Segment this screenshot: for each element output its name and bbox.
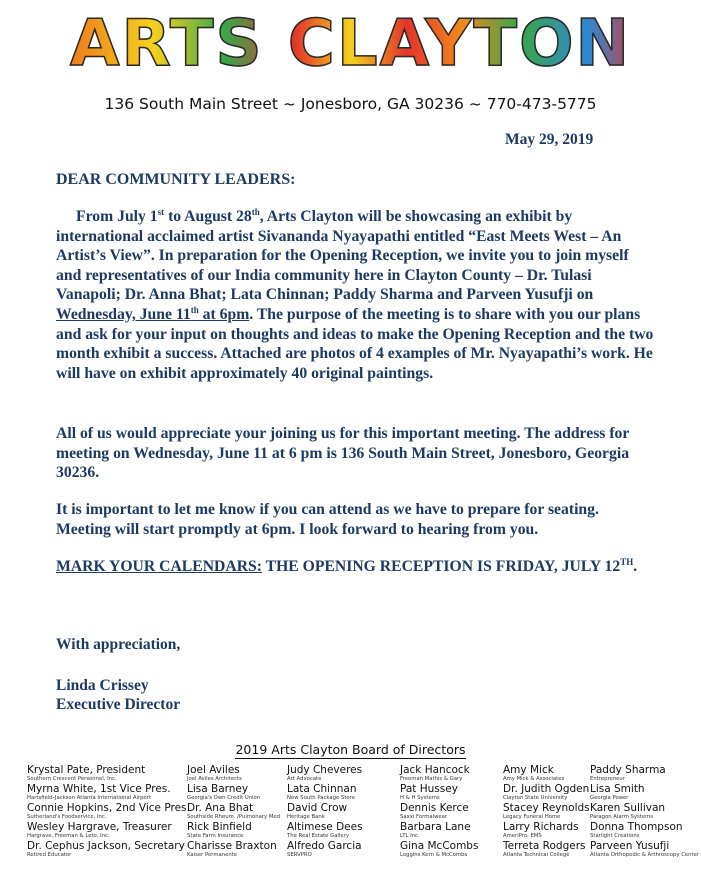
logo-text: ARTS CLAYTON xyxy=(0,8,701,80)
board-member: Larry Richards AmeriPro, EMS xyxy=(503,821,579,839)
board-member: Judy Cheveres Art Advocate xyxy=(287,764,363,782)
board-member: Barbara Lane LTL Inc. xyxy=(400,821,471,839)
board-member: Wesley Hargrave, Treasurer Hargrave, Freeman & Leto, Inc. xyxy=(27,821,172,839)
board-member: Amy Mick Amy Mick & Associates xyxy=(503,764,565,782)
mark-calendars-label: MARK YOUR CALENDARS: xyxy=(56,558,262,575)
organization-address: 136 South Main Street ~ Jonesboro, GA 30236 ~ 770-473-5775 xyxy=(104,95,597,113)
board-member: Connie Hopkins, 2nd Vice Pres. Sutherland's Foodservice, Inc. xyxy=(27,802,190,820)
board-title: 2019 Arts Clayton Board of Directors xyxy=(235,742,466,757)
board-member: Dr. Ana Bhat Southside Rheum. /Pulmonary Med xyxy=(187,802,281,820)
board-member: Stacey Reynolds Legacy Funeral Home xyxy=(503,802,590,820)
board-member: Dennis Kerce Saxxi Formalwear xyxy=(400,802,469,820)
board-member: Lata Chinnan New South Package Store xyxy=(287,783,357,801)
paragraph-2: All of us would appreciate your joining us for this important meeting. The address for meeting on Wednesday, June 11 at 6 pm is 136 South Main Street, Jonesboro, Georgia 30236. xyxy=(56,425,630,482)
letter-date: May 29, 2019 xyxy=(505,131,594,148)
paragraph-1: From July 1st to August 28th, Arts Clayton will be showcasing an exhibit by international acclaimed artist Sivananda Nyayapathi entitled “East Meets West – An Artist’s View”. In preparation for the Opening Reception, we invite you to join myself and representatives of our India community here in Clayton County – Dr. Tulasi Vanapoli; Dr. Anna Bhat; Lata Chinnan; Paddy Sharma and Parveen Yusufji on Wednesday, June 11th at 6pm. The purpose of the meeting is to share with you our plans and ask for your input on thoughts and ideas to make the Opening Reception and the two month exhibit a success. Attached are photos of 4 examples of Mr. Nyayapathi’s work. He will have on exhibit approximately 40 original paintings. xyxy=(56,206,654,382)
board-member: Krystal Pate, President Southern Crescent Personnel, Inc. xyxy=(27,764,146,782)
board-member: Charisse Braxton Kaiser Permanente xyxy=(187,840,277,858)
board-member: Dr. Cephus Jackson, Secretary Retired Educator xyxy=(27,840,185,858)
board-member: Altimese Dees The Real Estate Gallery xyxy=(287,821,363,839)
board-of-directors xyxy=(0,764,701,869)
closing: With appreciation, xyxy=(56,636,181,653)
board-member: David Crow Heritage Bank xyxy=(287,802,348,820)
board-member: Paddy Sharma Entrepreneur xyxy=(590,764,666,782)
board-member: Terreta Rodgers Atlanta Technical College xyxy=(503,840,586,858)
board-member: Gina McCombs Loggins Kern & McCombs xyxy=(400,840,479,858)
board-member: Lisa Barney Georgia's Own Credit Union xyxy=(187,783,261,801)
board-column-4 xyxy=(400,764,478,859)
signature-title: Executive Director xyxy=(56,696,181,713)
board-member: Karen Sullivan Paragon Alarm Systems xyxy=(590,802,666,820)
board-member: Dr. Judith Ogden Clayton State University xyxy=(503,783,590,801)
signature-name: Linda Crissey xyxy=(56,677,149,694)
board-member: Myrna White, 1st Vice Pres. Hartsfield-Jackson Atlanta International Airport xyxy=(27,783,171,801)
salutation: DEAR COMMUNITY LEADERS: xyxy=(56,171,296,188)
meeting-date-emphasis: Wednesday, June 11th at 6pm xyxy=(56,304,250,323)
arts-clayton-logo xyxy=(0,0,701,92)
board-member: Donna Thompson Starlight Creations xyxy=(590,821,683,839)
board-member: Lisa Smith Georgia Power xyxy=(590,783,645,801)
board-column-6 xyxy=(590,764,699,859)
board-member: Parveen Yusufji Atlanta Orthopedic & Arthroscopy Center xyxy=(590,840,700,858)
paragraph-4-calendar-notice: MARK YOUR CALENDARS: THE OPENING RECEPTION IS FRIDAY, JULY 12TH. xyxy=(56,556,638,575)
board-column-2 xyxy=(187,764,280,859)
paragraph-3: It is important to let me know if you can attend as we have to prepare for seating. Meeting will start promptly at 6pm. I look forward to hearing from you. xyxy=(56,501,599,538)
board-member: Joel Aviles Joel Aviles Architects xyxy=(187,764,242,782)
board-member: Alfredo Garcia SERVPRO xyxy=(287,840,362,858)
board-member: Rick Binfield State Farm Insurance xyxy=(187,821,252,839)
board-column-5 xyxy=(503,764,590,859)
board-member: Pat Hussey H & H Systems xyxy=(400,783,458,801)
board-member: Jack Hancock Freeman Mathis & Gary xyxy=(400,764,470,782)
board-column-3 xyxy=(287,764,363,859)
board-column-1 xyxy=(27,764,190,859)
